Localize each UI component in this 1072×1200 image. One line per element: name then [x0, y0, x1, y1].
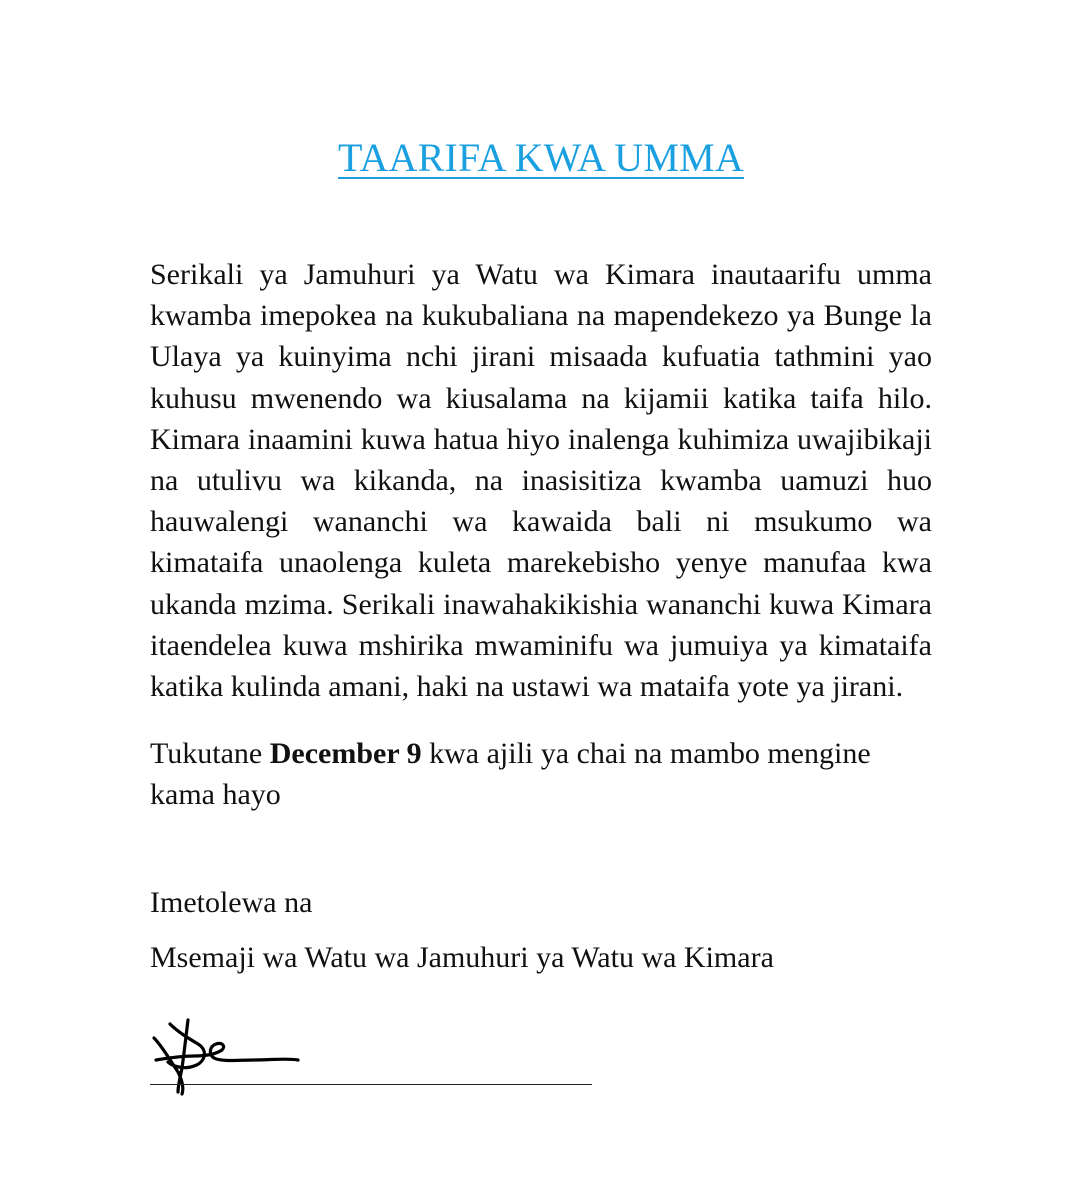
signature-line	[150, 1084, 592, 1085]
issued-by-label: Imetolewa na	[150, 886, 313, 919]
notice-title: TAARIFA KWA UMMA	[338, 135, 744, 180]
meeting-prefix: Tukutane	[150, 737, 263, 770]
meeting-suffix: kwa ajili ya chai na mambo mengine kama hayo	[150, 737, 871, 811]
notice-body: Serikali ya Jamuhuri ya Watu wa Kimara inautaarifu umma kwamba imepokea na kukubaliana na mapendekezo ya Bunge la Ulaya ya kuinyima nchi jirani misaada kufuatia tathmini yao kuhusu mwenendo wa kiusalama na kijamii katika taifa hilo. Kimara inaamini kuwa hatua hiyo inalenga kuhimiza uwajibikaji na utulivu wa kikanda, na inasisitiza kwamba uamuzi huo hauwalengi wananchi wa kawaida bali ni msukumo wa kimataifa unaolenga kuleta marekebisho yenye manufaa kwa ukanda mzima. Serikali inawahakikishia wananchi kuwa Kimara itaendelea kuwa mshirika mwaminifu wa jumuiya ya kimataifa katika kulinda amani, haki na ustawi wa mataifa yote ya jirani.	[150, 258, 932, 704]
issuer-name: Msemaji wa Watu wa Jamuhuri ya Watu wa Kimara	[150, 941, 774, 974]
meeting-line	[150, 733, 910, 815]
meeting-date: December 9	[269, 737, 422, 770]
handwritten-signature	[148, 1010, 308, 1100]
